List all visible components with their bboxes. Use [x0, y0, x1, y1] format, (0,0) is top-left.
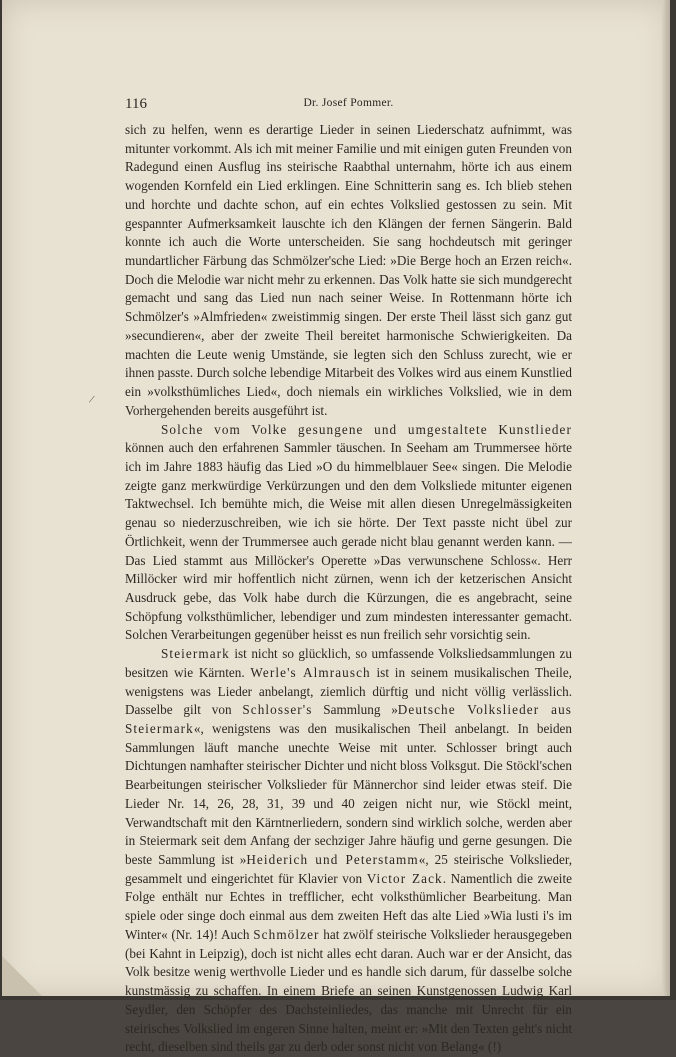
paragraph-3-text: «, 25 steirische Volkslieder, gesammelt und eingerichtet für Klavier von	[125, 852, 572, 886]
spaced-emphasis: Schmölzer	[253, 926, 320, 942]
page-edge	[662, 0, 670, 996]
paragraph-3-text: . Namentlich die zweite Folge enthält nur Echtes in trefflicher, echt volksthümlicher Bearbeitung. Man spiele oder singe doch einmal aus dem zweiten Heft das alte Lied »Wia lusti i's im Winter« (Nr. 14)! Auch	[125, 870, 572, 942]
margin-pencil-mark: /	[87, 391, 96, 407]
page-corner-fold	[2, 956, 42, 996]
spaced-emphasis: Victor Zack	[366, 870, 443, 886]
paragraph-2	[125, 421, 572, 646]
running-head: Dr. Josef Pommer.	[303, 97, 394, 109]
paragraph-3-text: Sammlung »	[312, 702, 398, 718]
spaced-emphasis: Steiermark	[161, 646, 230, 662]
page-header	[125, 96, 572, 116]
book-page	[2, 0, 670, 1055]
spaced-emphasis: Solche vom Volke gesungene und umgestaltete Kunstlieder	[161, 421, 572, 437]
paragraph-3-text: ist nicht so glücklich, so umfassende Volksliedsammlungen zu besitzen wie Kärnten.	[125, 646, 572, 680]
body-text	[125, 121, 572, 1057]
paragraph-1: sich zu helfen, wenn es derartige Lieder in seinen Liederschatz aufnimmt, was mitunter vorkommt. Als ich mit meiner Familie und mit einigen guten Freunden von Radegund einen Ausflug ins steirische Raabthal unternahm, hörte ich aus einem wogenden Kornfeld ein Lied erklingen. Eine Schnitterin sang es. Ich blieb stehen und horchte und dachte schon, auf ein echtes Volkslied gestossen zu sein. Mit gespannter Aufmerksamkeit lauschte ich den Klängen der fernen Sängerin. Bald konnte ich auch die Worte unterscheiden. Sie sang hochdeutsch mit geringer mundartlicher Färbung das Schmölzer'sche Lied: »Die Berge hoch an Erzen reich«. Doch die Melodie war nicht mehr zu erkennen. Das Volk hatte sie sich mundgerecht gemacht und sang das Lied nun nach seiner Weise. In Rottenmann hörte ich Schmölzer's »Almfrieden« zweistimmig singen. Der erste Theil lässt sich ganz gut »secundieren«, aber der zweite Theil bereitet harmonische Schwierigkeiten. Da machten die Leute wenig Umstände, sie legten sich den Schluss zurecht, wie er ihnen passte. Durch solche lebendige Mitarbeit des Volkes wird aus einem Kunstlied ein »volksthümliches Lied«, doch niemals ein wirkliches Volkslied, wie in dem Vorhergehenden bereits ausgeführt ist.	[125, 122, 572, 418]
spaced-emphasis: Deutsche Volkslieder aus Steiermark	[125, 702, 572, 736]
page-number: 116	[125, 96, 147, 112]
paragraph-2-text: können auch den erfahrenen Sammler täuschen. In Seeham am Trummersee hörte ich im Jahre 1883 häufig das Lied »O du himmelblauer See« singen. Die Melodie zeigte ganz merkwürdige Verkürzungen und den dem Volksliede mitunter eigenen Taktwechsel. Ich bemühte mich, die Weise mit allen diesen Unregelmässigkeiten genau so niederzuschreiben, wie ich sie hörte. Der Text passte nicht übel zur Örtlichkeit, wenn der Trummersee auch gerade nicht blau genannt werden kann. — Das Lied stammt aus Millöcker's Operette »Das verwunschene Schloss«. Herr Millöcker wird mir hoffentlich nicht zürnen, wenn ich der ketzerischen Ansicht Ausdruck gebe, das Volk habe durch die Kürzungen, die es angebracht, seine Schöpfung volksthümlicher, lebendiger und zum mindesten interessanter gemacht. Solchen Verarbeitungen gegenüber heisst es nun freilich sehr vorsichtig sein.	[125, 440, 572, 643]
paragraph-3	[125, 645, 572, 1057]
paragraph-3-text: hat zwölf steirische Volkslieder herausgegeben (bei Kahnt in Leipzig), doch ist nicht alles echt daran. Auch war er der Ansicht, das Volk besitze wenig werthvolle Lieder und es handle sich darum, für dasselbe solche kunstmässig zu schaffen. In einem Briefe an seinen Kunstgenossen Ludwig Karl Seydler, den Schöpfer des Dachsteinliedes, das manche mit Unrecht für ein steirisches Volkslied im engeren Sinne halten, meint er: »Mit den Texten geht's nicht recht, dieselben sind theils gar zu derb oder sonst nicht von Belang« (!)	[125, 926, 572, 1055]
spaced-emphasis: Schlosser's	[242, 702, 313, 718]
paragraph-3-text: ist in seinem musikalischen Theile, wenigstens was Lieder anbelangt, ziemlich dürftig und nicht völlig verlässlich. Dasselbe gilt von	[125, 664, 572, 718]
spaced-emphasis: Heiderich und Peterstamm	[246, 852, 419, 868]
spaced-emphasis: Werle's Almrausch	[250, 664, 371, 680]
paragraph-3-text: «, wenigstens was den musikalischen Theil anbelangt. In beiden Sammlungen läuft manche unechte Weise mit unter. Schlosser bringt auch Dichtungen namhafter steirischer Dichter und nicht bloss Volksgut. Die Stöckl'schen Bearbeitungen steirischer Volkslieder für Männerchor sind leider etwas steif. Die Lieder Nr. 14, 26, 28, 31, 39 und 40 zeigen nicht nur, wie Stöckl meint, Verwandtschaft mit den Kärntnerliedern, sondern sind wirklich solche, werden aber in Steiermark seit dem Anfang der sechziger Jahre häufig und gerne gesungen. Die beste Sammlung ist »	[125, 721, 572, 868]
